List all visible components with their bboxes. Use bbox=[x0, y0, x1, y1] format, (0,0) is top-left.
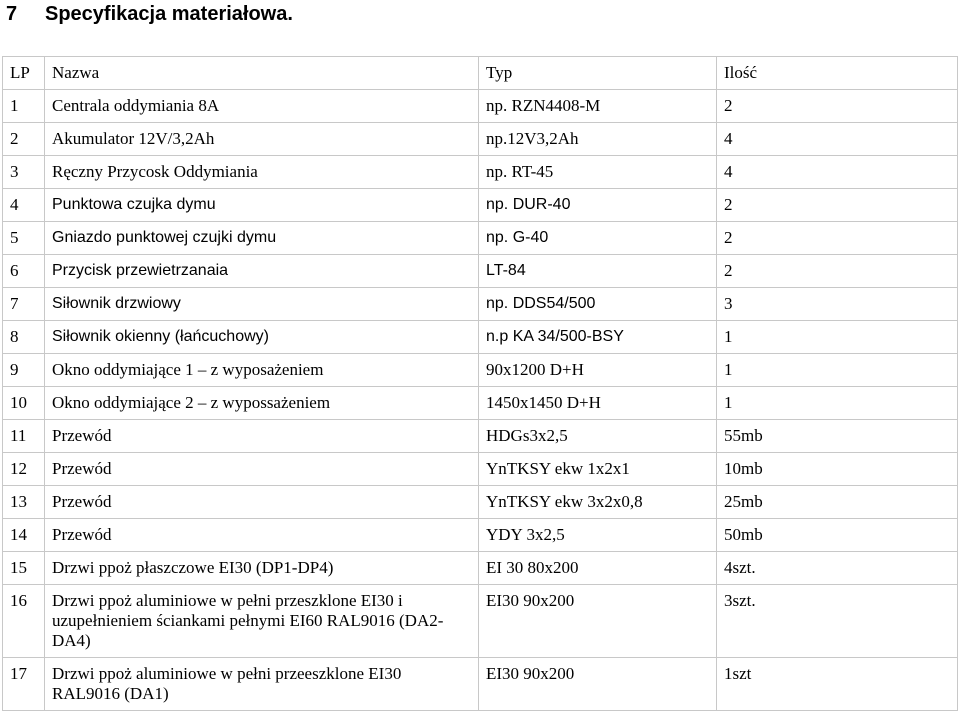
cell-lp: 14 bbox=[3, 519, 45, 552]
cell-ilosc: 3 bbox=[717, 288, 958, 321]
cell-lp: 10 bbox=[3, 387, 45, 420]
table-row bbox=[3, 354, 958, 387]
cell-ilosc: 2 bbox=[717, 90, 958, 123]
cell-typ: YnTKSY ekw 1x2x1 bbox=[479, 453, 717, 486]
cell-ilosc: 1 bbox=[717, 354, 958, 387]
cell-typ: np. RT-45 bbox=[479, 156, 717, 189]
cell-ilosc: 4 bbox=[717, 123, 958, 156]
cell-lp: 3 bbox=[3, 156, 45, 189]
material-spec-table bbox=[2, 56, 958, 711]
cell-lp: 4 bbox=[3, 189, 45, 222]
cell-typ: YDY 3x2,5 bbox=[479, 519, 717, 552]
table-row bbox=[3, 658, 958, 711]
cell-ilosc: 3szt. bbox=[717, 585, 958, 658]
cell-ilosc: 1 bbox=[717, 321, 958, 354]
cell-typ: np. DDS54/500 bbox=[479, 288, 717, 321]
cell-nazwa: Okno oddymiające 1 – z wyposażeniem bbox=[45, 354, 479, 387]
table-row bbox=[3, 552, 958, 585]
cell-lp: 11 bbox=[3, 420, 45, 453]
cell-nazwa: Drzwi ppoż aluminiowe w pełni przeeszklone EI30 RAL9016 (DA1) bbox=[45, 658, 479, 711]
cell-nazwa: Siłownik okienny (łańcuchowy) bbox=[45, 321, 479, 354]
table-row bbox=[3, 519, 958, 552]
cell-nazwa: Ręczny Przycosk Oddymiania bbox=[45, 156, 479, 189]
cell-typ: np. G-40 bbox=[479, 222, 717, 255]
table-row bbox=[3, 420, 958, 453]
cell-ilosc: 10mb bbox=[717, 453, 958, 486]
cell-nazwa: Punktowa czujka dymu bbox=[45, 189, 479, 222]
table-row bbox=[3, 288, 958, 321]
cell-nazwa: Przewód bbox=[45, 453, 479, 486]
section-heading bbox=[6, 2, 293, 26]
cell-ilosc: 50mb bbox=[717, 519, 958, 552]
cell-typ: 90x1200 D+H bbox=[479, 354, 717, 387]
cell-typ: np.12V3,2Ah bbox=[479, 123, 717, 156]
cell-lp: 15 bbox=[3, 552, 45, 585]
section-number: 7 bbox=[6, 3, 18, 25]
section-title: Specyfikacja materiałowa. bbox=[45, 3, 293, 25]
cell-ilosc: 1 bbox=[717, 387, 958, 420]
cell-nazwa: Przewód bbox=[45, 486, 479, 519]
cell-ilosc: 2 bbox=[717, 189, 958, 222]
cell-typ: np. DUR-40 bbox=[479, 189, 717, 222]
cell-lp: 17 bbox=[3, 658, 45, 711]
cell-typ: YnTKSY ekw 3x2x0,8 bbox=[479, 486, 717, 519]
header-lp: LP bbox=[3, 57, 45, 90]
cell-nazwa: Drzwi ppoż aluminiowe w pełni przeszklone EI30 i uzupełnieniem ściankami pełnymi EI60 RAL9016 (DA2-DA4) bbox=[45, 585, 479, 658]
cell-lp: 8 bbox=[3, 321, 45, 354]
cell-lp: 5 bbox=[3, 222, 45, 255]
cell-nazwa: Centrala oddymiania 8A bbox=[45, 90, 479, 123]
cell-lp: 1 bbox=[3, 90, 45, 123]
table-row bbox=[3, 255, 958, 288]
header-nazwa: Nazwa bbox=[45, 57, 479, 90]
cell-typ: HDGs3x2,5 bbox=[479, 420, 717, 453]
cell-nazwa: Akumulator 12V/3,2Ah bbox=[45, 123, 479, 156]
cell-ilosc: 2 bbox=[717, 255, 958, 288]
cell-typ: np. RZN4408-M bbox=[479, 90, 717, 123]
cell-ilosc: 55mb bbox=[717, 420, 958, 453]
cell-lp: 13 bbox=[3, 486, 45, 519]
header-ilosc: Ilość bbox=[717, 57, 958, 90]
table-row bbox=[3, 90, 958, 123]
cell-nazwa: Okno oddymiające 2 – z wypossażeniem bbox=[45, 387, 479, 420]
cell-ilosc: 25mb bbox=[717, 486, 958, 519]
table-row bbox=[3, 189, 958, 222]
cell-lp: 6 bbox=[3, 255, 45, 288]
cell-typ: EI30 90x200 bbox=[479, 658, 717, 711]
table-row bbox=[3, 123, 958, 156]
table-row bbox=[3, 156, 958, 189]
table-row bbox=[3, 321, 958, 354]
cell-lp: 16 bbox=[3, 585, 45, 658]
cell-ilosc: 4szt. bbox=[717, 552, 958, 585]
cell-ilosc: 1szt bbox=[717, 658, 958, 711]
cell-typ: n.p KA 34/500-BSY bbox=[479, 321, 717, 354]
cell-lp: 7 bbox=[3, 288, 45, 321]
cell-nazwa: Siłownik drzwiowy bbox=[45, 288, 479, 321]
cell-typ: EI 30 80x200 bbox=[479, 552, 717, 585]
cell-nazwa: Gniazdo punktowej czujki dymu bbox=[45, 222, 479, 255]
cell-lp: 12 bbox=[3, 453, 45, 486]
cell-lp: 2 bbox=[3, 123, 45, 156]
cell-nazwa: Przycisk przewietrzanaia bbox=[45, 255, 479, 288]
cell-nazwa: Przewód bbox=[45, 420, 479, 453]
header-typ: Typ bbox=[479, 57, 717, 90]
cell-nazwa: Przewód bbox=[45, 519, 479, 552]
cell-lp: 9 bbox=[3, 354, 45, 387]
cell-ilosc: 4 bbox=[717, 156, 958, 189]
table-row bbox=[3, 453, 958, 486]
cell-typ: LT-84 bbox=[479, 255, 717, 288]
cell-typ: EI30 90x200 bbox=[479, 585, 717, 658]
table-header-row bbox=[3, 57, 958, 90]
table-row bbox=[3, 486, 958, 519]
table-row bbox=[3, 387, 958, 420]
table-row bbox=[3, 222, 958, 255]
table-row bbox=[3, 585, 958, 658]
cell-typ: 1450x1450 D+H bbox=[479, 387, 717, 420]
cell-ilosc: 2 bbox=[717, 222, 958, 255]
cell-nazwa: Drzwi ppoż płaszczowe EI30 (DP1-DP4) bbox=[45, 552, 479, 585]
